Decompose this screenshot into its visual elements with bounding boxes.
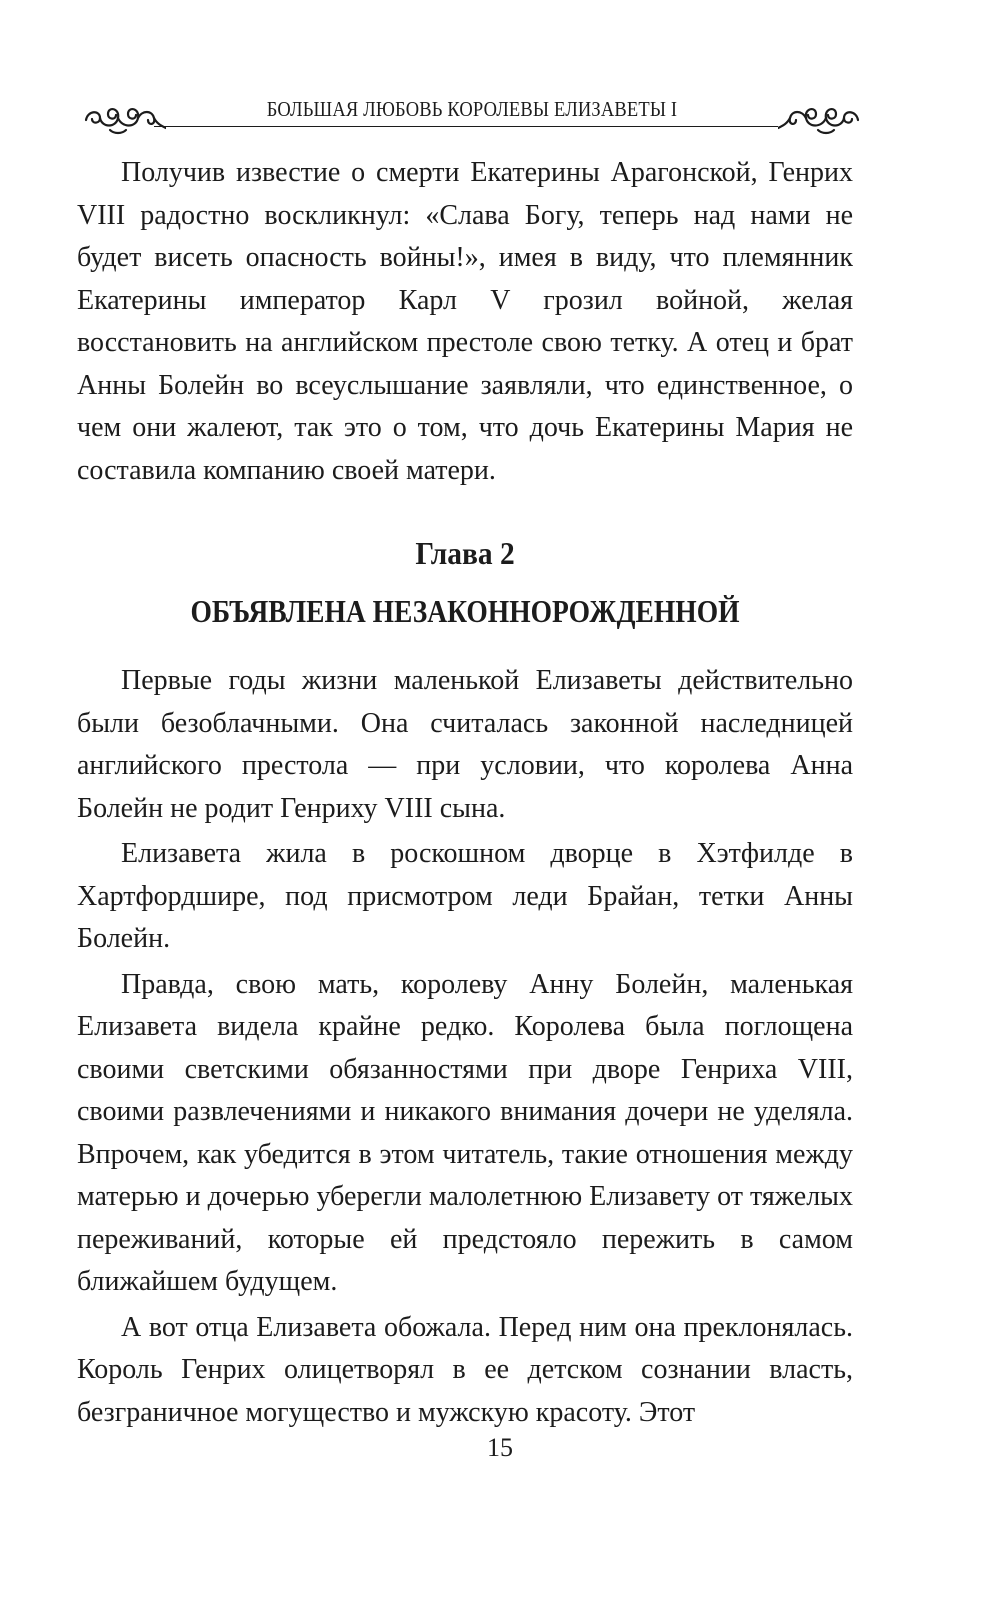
paragraph: Елизавета жила в роскошном дворце в Хэтфилде в Хартфордшире, под присмотром леди Брайан, тетки Анны Болейн. [77, 838, 853, 954]
chapter-title: ОБЪЯВЛЕНА НЕЗАКОННОРОЖДЕННОЙ [190, 593, 740, 629]
header-rule [154, 126, 778, 127]
chapter-number: Глава 2 [415, 535, 515, 571]
running-title: БОЛЬШАЯ ЛЮБОВЬ КОРОЛЕВЫ ЕЛИЗАВЕТЫ I [266, 97, 678, 121]
paragraph: Правда, свою мать, королеву Анну Болейн, маленькая Елизавета видела крайне редко. Королева была поглощена своими светскими обязанностями при дворе Генриха VIII, своими развлечениями и никакого внимания дочери не уделяла. Впрочем, как убедится в этом читатель, такие отношения между матерью и дочерью уберегли малолетнюю Елизавету от тяжелых переживаний, которые ей предстояло пережить в самом ближайшем будущем. [77, 968, 853, 1297]
paragraph: А вот отца Елизавета обожала. Перед ним она преклонялась. Король Генрих олицетворял в ее детском сознании власть, безграничное могущество и мужскую красоту. Этот [77, 1311, 853, 1428]
paragraph: Получив известие о смерти Екатерины Арагонской, Генрих VIII радостно воскликнул: «Слава Богу, теперь над нами не будет висеть опасность войны!», имея в виду, что племянник Екатерины император Карл V грозил войной, желая восстановить на английском престоле свою тетку. А отец и брат Анны Болейн во всеуслышание заявляли, что единственное, о чем они жалеют, так это о том, что дочь Екатерины Мария не составила компанию своей матери. [77, 157, 853, 486]
chapter-body [77, 660, 853, 1434]
intro-text [77, 152, 853, 492]
page-number: 15 [487, 1433, 513, 1462]
paragraph: Первые годы жизни маленькой Елизаветы действительно были безоблачными. Она считалась законной наследницей английского престола — при условии, что королева Анна Болейн не родит Генриху VIII сына. [77, 665, 853, 824]
scroll-ornament-icon [778, 98, 862, 138]
running-header [82, 96, 862, 140]
